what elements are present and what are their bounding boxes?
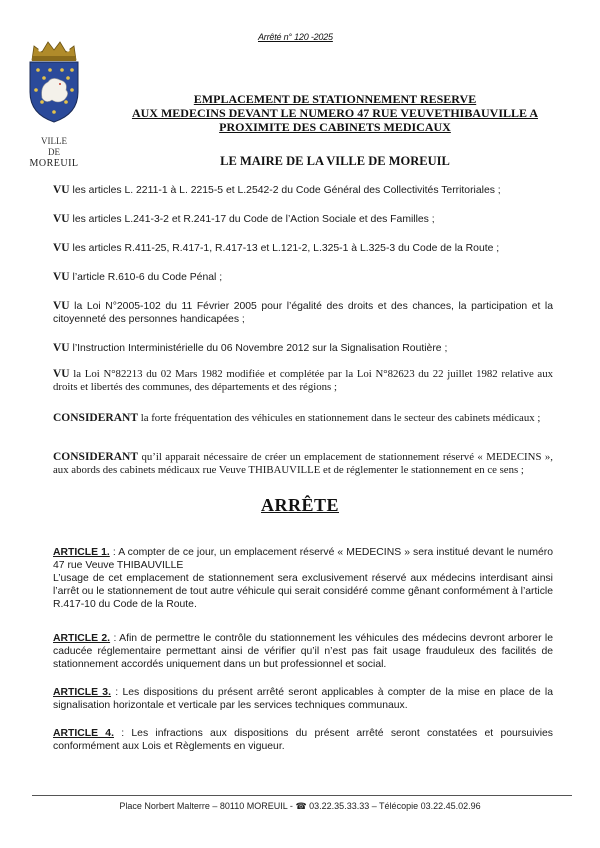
article-text-continued: L’usage de cet emplacement de stationnement sera exclusivement réservé aux médecins interdisant ainsi l’arrêt ou le stationnement de tout autre véhicule qui serait considéré comme gênant conformément à l’article R.417-10 du Code de la Route. bbox=[53, 573, 553, 610]
article-1 bbox=[53, 546, 553, 611]
recital-text: les articles R.411-25, R.417-1, R.417-13 et L.121-2, L.325-1 à L.325-3 du Code de la Route ; bbox=[69, 243, 500, 254]
recital-text: la Loi N°82213 du 02 Mars 1982 modifiée et complétée par la Loi N°82623 du 22 juillet 1982 relative aux droits et libertés des communes, des départements et des régions ; bbox=[53, 368, 553, 393]
coat-of-arms-icon bbox=[22, 38, 86, 124]
recital-8 bbox=[53, 412, 553, 425]
mayor-heading: LE MAIRE DE LA VILLE DE MOREUIL bbox=[220, 154, 450, 168]
crest-city-line1: VILLE bbox=[41, 136, 67, 146]
recital-label: CONSIDERANT bbox=[53, 451, 138, 463]
article-label: ARTICLE 4. bbox=[53, 728, 114, 739]
recital-label: VU bbox=[53, 242, 70, 254]
article-4 bbox=[53, 727, 553, 753]
article-3 bbox=[53, 686, 553, 712]
title-line-2: AUX MEDECINS DEVANT LE NUMERO 47 RUE VEUVETHIBAUVILLE A bbox=[131, 106, 539, 120]
article-text: : Afin de permettre le contrôle du stationnement les véhicules des médecins devront arborer le caducée réglementaire permettant ainsi de vérifier qu’il n’est pas fait usage frauduleux des facilités de stationnement accordés uniquement dans un but professionnel et social. bbox=[53, 633, 553, 670]
footer-address: Place Norbert Malterre – 80110 MOREUIL - bbox=[119, 801, 296, 811]
title-line-3: PROXIMITE DES CABINETS MEDICAUX bbox=[219, 120, 451, 134]
article-2 bbox=[53, 632, 553, 671]
recital-label: VU bbox=[53, 184, 70, 196]
footer bbox=[0, 801, 600, 812]
footer-phone: 03.22.35.33.33 – Télécopie 03.22.45.02.96 bbox=[306, 801, 481, 811]
recital-text: les articles L. 2211-1 à L. 2215-5 et L.2542-2 du Code Général des Collectivités Territoriales ; bbox=[69, 185, 501, 196]
recital-5 bbox=[53, 300, 553, 326]
recital-label: VU bbox=[53, 213, 70, 225]
article-label: ARTICLE 3. bbox=[53, 687, 111, 698]
recital-text: la Loi N°2005-102 du 11 Février 2005 pour l’égalité des droits et des chances, la participation et la citoyenneté des personnes handicapées ; bbox=[53, 301, 553, 325]
recital-text: qu’il apparait nécessaire de créer un emplacement de stationnement réservé « MEDECINS », aux abords des cabinets médicaux rue Veuve THIBAUVILLE et de réglementer le stationnement en ce sens ; bbox=[53, 451, 553, 476]
article-label: ARTICLE 1. bbox=[53, 547, 110, 558]
recital-6 bbox=[53, 342, 553, 355]
article-label: ARTICLE 2. bbox=[53, 633, 111, 644]
crest-city-line2: DE bbox=[48, 147, 60, 157]
recital-9 bbox=[53, 451, 553, 477]
recital-text: les articles L.241-3-2 et R.241-17 du Code de l’Action Sociale et des Familles ; bbox=[69, 214, 435, 225]
arrete-heading: ARRÊTE bbox=[260, 495, 339, 515]
crest-city-line3: MOREUIL bbox=[29, 158, 79, 169]
title-line-1: EMPLACEMENT DE STATIONNEMENT RESERVE bbox=[193, 92, 477, 106]
recital-text: la forte fréquentation des véhicules en stationnement dans le secteur des cabinets médicaux ; bbox=[138, 412, 541, 424]
article-text: : A compter de ce jour, un emplacement réservé « MEDECINS » sera institué devant le numéro 47 rue Veuve THIBAUVILLE bbox=[53, 547, 553, 571]
crest-city-label bbox=[22, 136, 86, 169]
recital-text: l’article R.610-6 du Code Pénal ; bbox=[69, 272, 223, 283]
phone-icon: ☎ bbox=[295, 801, 307, 811]
decree-reference: Arrêté n° 120 -2025 bbox=[258, 32, 333, 42]
recital-7 bbox=[53, 368, 553, 394]
recital-3 bbox=[53, 242, 553, 255]
article-text: : Les dispositions du présent arrêté seront applicables à compter de la mise en place de la signalisation horizontale et verticale par les services techniques communaux. bbox=[53, 687, 553, 711]
recital-text: l’Instruction Interministérielle du 06 Novembre 2012 sur la Signalisation Routière ; bbox=[69, 343, 448, 354]
recital-4 bbox=[53, 271, 553, 284]
recital-label: VU bbox=[53, 300, 70, 312]
recital-label: VU bbox=[53, 342, 70, 354]
recital-1 bbox=[53, 184, 553, 197]
footer-divider bbox=[32, 795, 572, 796]
recital-label: VU bbox=[53, 271, 70, 283]
article-text: : Les infractions aux dispositions du présent arrêté seront constatées et poursuivies conformément aux Lois et Règlements en vigueur. bbox=[53, 728, 553, 752]
decree-title bbox=[100, 92, 570, 134]
recital-2 bbox=[53, 213, 553, 226]
recital-label: VU bbox=[53, 368, 70, 380]
recital-label: CONSIDERANT bbox=[53, 412, 138, 424]
